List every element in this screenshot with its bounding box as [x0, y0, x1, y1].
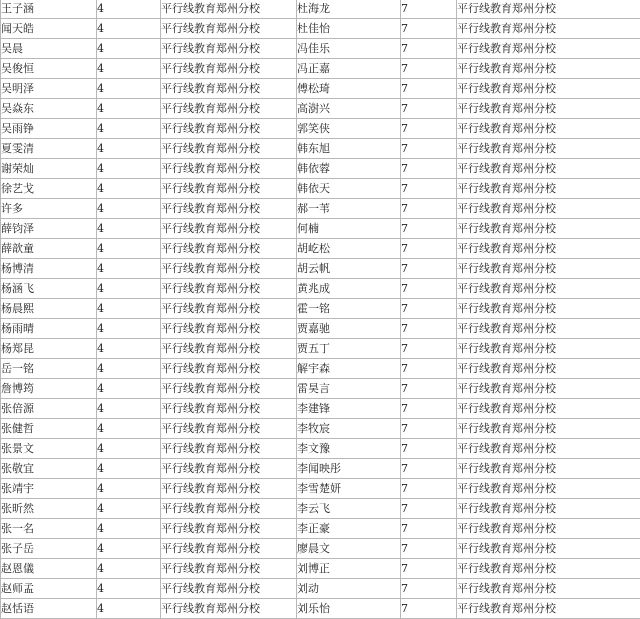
school-cell: 平行线教育郑州分校 — [457, 459, 640, 479]
table-row — [1, 559, 640, 579]
table-row — [1, 139, 640, 159]
student-name-cell: 冯正嘉 — [297, 59, 401, 79]
school-cell: 平行线教育郑州分校 — [457, 359, 640, 379]
school-cell: 平行线教育郑州分校 — [161, 179, 297, 199]
student-name-cell: 薛钧泽 — [1, 219, 97, 239]
table-row — [1, 499, 640, 519]
student-name-cell: 张子岳 — [1, 539, 97, 559]
school-cell: 平行线教育郑州分校 — [161, 279, 297, 299]
school-cell: 平行线教育郑州分校 — [161, 219, 297, 239]
grade-cell: 7 — [401, 319, 457, 339]
table-row — [1, 99, 640, 119]
student-name-cell: 雷昊言 — [297, 379, 401, 399]
table-row — [1, 599, 640, 619]
table-row — [1, 159, 640, 179]
grade-cell: 7 — [401, 459, 457, 479]
grade-cell: 7 — [401, 179, 457, 199]
grade-cell: 4 — [97, 519, 161, 539]
table-row — [1, 579, 640, 599]
school-cell: 平行线教育郑州分校 — [457, 479, 640, 499]
student-name-cell: 胡云帆 — [297, 259, 401, 279]
student-name-cell: 张景文 — [1, 439, 97, 459]
grade-cell: 7 — [401, 419, 457, 439]
student-name-cell: 王子涵 — [1, 0, 97, 19]
school-cell: 平行线教育郑州分校 — [457, 439, 640, 459]
student-name-cell: 杜佳怡 — [297, 19, 401, 39]
table-row — [1, 319, 640, 339]
grade-cell: 4 — [97, 99, 161, 119]
school-cell: 平行线教育郑州分校 — [161, 59, 297, 79]
student-name-cell: 李雪楚妍 — [297, 479, 401, 499]
grade-cell: 7 — [401, 299, 457, 319]
student-name-cell: 闻天皓 — [1, 19, 97, 39]
grade-cell: 7 — [401, 199, 457, 219]
grade-cell: 4 — [97, 39, 161, 59]
grade-cell: 7 — [401, 19, 457, 39]
grade-cell: 7 — [401, 379, 457, 399]
student-name-cell: 李文豫 — [297, 439, 401, 459]
school-cell: 平行线教育郑州分校 — [457, 539, 640, 559]
school-cell: 平行线教育郑州分校 — [457, 199, 640, 219]
student-name-cell: 杨雨晴 — [1, 319, 97, 339]
school-cell: 平行线教育郑州分校 — [161, 419, 297, 439]
student-name-cell: 傅松琦 — [297, 79, 401, 99]
student-name-cell: 赵恬语 — [1, 599, 97, 619]
grade-cell: 7 — [401, 539, 457, 559]
school-cell: 平行线教育郑州分校 — [457, 599, 640, 619]
school-cell: 平行线教育郑州分校 — [161, 459, 297, 479]
school-cell: 平行线教育郑州分校 — [457, 559, 640, 579]
school-cell: 平行线教育郑州分校 — [161, 19, 297, 39]
student-name-cell: 赵恩儀 — [1, 559, 97, 579]
student-name-cell: 何楠 — [297, 219, 401, 239]
grade-cell: 7 — [401, 259, 457, 279]
student-name-cell: 霍一铭 — [297, 299, 401, 319]
student-name-cell: 夏雯清 — [1, 139, 97, 159]
grade-cell: 7 — [401, 359, 457, 379]
school-cell: 平行线教育郑州分校 — [457, 19, 640, 39]
school-cell: 平行线教育郑州分校 — [161, 79, 297, 99]
student-name-cell: 吴晨 — [1, 39, 97, 59]
school-cell: 平行线教育郑州分校 — [161, 319, 297, 339]
table-row — [1, 459, 640, 479]
student-name-cell: 韩东旭 — [297, 139, 401, 159]
student-name-cell: 徐艺戈 — [1, 179, 97, 199]
school-cell: 平行线教育郑州分校 — [457, 139, 640, 159]
school-cell: 平行线教育郑州分校 — [457, 259, 640, 279]
grade-cell: 4 — [97, 0, 161, 19]
watermark — [631, 601, 636, 612]
grade-cell: 7 — [401, 479, 457, 499]
school-cell: 平行线教育郑州分校 — [457, 519, 640, 539]
school-cell: 平行线教育郑州分校 — [161, 199, 297, 219]
school-cell: 平行线教育郑州分校 — [161, 439, 297, 459]
school-cell: 平行线教育郑州分校 — [457, 379, 640, 399]
school-cell: 平行线教育郑州分校 — [457, 59, 640, 79]
table-row — [1, 299, 640, 319]
grade-cell: 7 — [401, 439, 457, 459]
grade-cell: 4 — [97, 419, 161, 439]
grade-cell: 7 — [401, 79, 457, 99]
grade-cell: 4 — [97, 159, 161, 179]
grade-cell: 7 — [401, 59, 457, 79]
table-row — [1, 419, 640, 439]
table-row — [1, 259, 640, 279]
student-name-cell: 郭笑侠 — [297, 119, 401, 139]
school-cell: 平行线教育郑州分校 — [161, 539, 297, 559]
student-name-cell: 贾嘉驰 — [297, 319, 401, 339]
grade-cell: 7 — [401, 219, 457, 239]
grade-cell: 7 — [401, 339, 457, 359]
school-cell: 平行线教育郑州分校 — [161, 239, 297, 259]
student-name-cell: 刘博正 — [297, 559, 401, 579]
table-row — [1, 279, 640, 299]
grade-cell: 4 — [97, 179, 161, 199]
school-cell: 平行线教育郑州分校 — [161, 0, 297, 19]
student-name-cell: 刘乐怡 — [297, 599, 401, 619]
student-name-cell: 高澍兴 — [297, 99, 401, 119]
grade-cell: 4 — [97, 279, 161, 299]
table-row — [1, 19, 640, 39]
school-cell: 平行线教育郑州分校 — [457, 159, 640, 179]
school-cell: 平行线教育郑州分校 — [457, 239, 640, 259]
grade-cell: 4 — [97, 499, 161, 519]
school-cell: 平行线教育郑州分校 — [457, 99, 640, 119]
grade-cell: 4 — [97, 259, 161, 279]
grade-cell: 4 — [97, 559, 161, 579]
school-cell: 平行线教育郑州分校 — [161, 379, 297, 399]
student-name-cell: 郝一苇 — [297, 199, 401, 219]
grade-cell: 7 — [401, 39, 457, 59]
student-name-cell: 吴焱东 — [1, 99, 97, 119]
grade-cell: 7 — [401, 119, 457, 139]
student-name-cell: 刘动 — [297, 579, 401, 599]
school-cell: 平行线教育郑州分校 — [457, 39, 640, 59]
table-row — [1, 519, 640, 539]
student-name-cell: 吴明泽 — [1, 79, 97, 99]
school-cell: 平行线教育郑州分校 — [161, 359, 297, 379]
grade-cell: 4 — [97, 539, 161, 559]
school-cell: 平行线教育郑州分校 — [457, 419, 640, 439]
student-name-cell: 李云飞 — [297, 499, 401, 519]
student-name-cell: 吴雨铮 — [1, 119, 97, 139]
table-row — [1, 239, 640, 259]
grade-cell: 7 — [401, 599, 457, 619]
grade-cell: 7 — [401, 559, 457, 579]
grade-cell: 7 — [401, 99, 457, 119]
table-row — [1, 359, 640, 379]
school-cell: 平行线教育郑州分校 — [457, 339, 640, 359]
grade-cell: 7 — [401, 0, 457, 19]
table-row — [1, 339, 640, 359]
school-cell: 平行线教育郑州分校 — [457, 0, 640, 19]
school-cell: 平行线教育郑州分校 — [161, 139, 297, 159]
school-cell: 平行线教育郑州分校 — [161, 499, 297, 519]
school-cell: 平行线教育郑州分校 — [161, 99, 297, 119]
school-cell: 平行线教育郑州分校 — [457, 299, 640, 319]
student-name-cell: 吴俊恒 — [1, 59, 97, 79]
school-cell: 平行线教育郑州分校 — [161, 399, 297, 419]
table-row — [1, 39, 640, 59]
student-name-cell: 张健哲 — [1, 419, 97, 439]
grade-cell: 4 — [97, 239, 161, 259]
student-name-cell: 贾五丁 — [297, 339, 401, 359]
student-name-cell: 张倍源 — [1, 399, 97, 419]
grade-cell: 4 — [97, 599, 161, 619]
student-name-cell: 张敬宜 — [1, 459, 97, 479]
school-cell: 平行线教育郑州分校 — [457, 179, 640, 199]
grade-cell: 4 — [97, 339, 161, 359]
school-cell: 平行线教育郑州分校 — [457, 319, 640, 339]
grade-cell: 7 — [401, 579, 457, 599]
table-row — [1, 439, 640, 459]
school-cell: 平行线教育郑州分校 — [161, 559, 297, 579]
student-name-cell: 李建锋 — [297, 399, 401, 419]
table-row — [1, 119, 640, 139]
grade-cell: 4 — [97, 219, 161, 239]
student-name-cell: 杨博清 — [1, 259, 97, 279]
table-row — [1, 79, 640, 99]
school-cell: 平行线教育郑州分校 — [457, 279, 640, 299]
grade-cell: 4 — [97, 299, 161, 319]
student-name-cell: 解宇森 — [297, 359, 401, 379]
student-name-cell: 张靖宇 — [1, 479, 97, 499]
student-name-cell: 胡屹松 — [297, 239, 401, 259]
table-row — [1, 379, 640, 399]
student-name-cell: 谢荣灿 — [1, 159, 97, 179]
school-cell: 平行线教育郑州分校 — [161, 479, 297, 499]
school-cell: 平行线教育郑州分校 — [457, 219, 640, 239]
grade-cell: 7 — [401, 159, 457, 179]
table-row — [1, 59, 640, 79]
school-cell: 平行线教育郑州分校 — [161, 299, 297, 319]
student-name-cell: 韩依蓉 — [297, 159, 401, 179]
school-cell: 平行线教育郑州分校 — [161, 339, 297, 359]
student-name-cell: 黄兆成 — [297, 279, 401, 299]
school-cell: 平行线教育郑州分校 — [457, 79, 640, 99]
student-name-cell: 岳一铭 — [1, 359, 97, 379]
school-cell: 平行线教育郑州分校 — [161, 519, 297, 539]
student-name-cell: 薛歆童 — [1, 239, 97, 259]
student-name-cell: 张昕然 — [1, 499, 97, 519]
table-row — [1, 179, 640, 199]
school-cell: 平行线教育郑州分校 — [161, 579, 297, 599]
grade-cell: 7 — [401, 139, 457, 159]
table-row — [1, 219, 640, 239]
grade-cell: 4 — [97, 119, 161, 139]
student-name-cell: 杨晨熙 — [1, 299, 97, 319]
grade-cell: 4 — [97, 59, 161, 79]
student-name-cell: 许多 — [1, 199, 97, 219]
school-cell: 平行线教育郑州分校 — [161, 259, 297, 279]
student-name-cell: 廖晨文 — [297, 539, 401, 559]
grade-cell: 7 — [401, 239, 457, 259]
grade-cell: 4 — [97, 199, 161, 219]
table-row — [1, 479, 640, 499]
student-name-cell: 李正豪 — [297, 519, 401, 539]
grade-cell: 7 — [401, 279, 457, 299]
grade-cell: 7 — [401, 519, 457, 539]
table-row — [1, 0, 640, 19]
student-name-cell: 李闻映彤 — [297, 459, 401, 479]
school-cell: 平行线教育郑州分校 — [161, 599, 297, 619]
student-name-cell: 李牧宸 — [297, 419, 401, 439]
student-name-cell: 杨涵飞 — [1, 279, 97, 299]
school-cell: 平行线教育郑州分校 — [161, 119, 297, 139]
grade-cell: 4 — [97, 139, 161, 159]
grade-cell: 4 — [97, 79, 161, 99]
grade-cell: 7 — [401, 399, 457, 419]
grade-cell: 4 — [97, 359, 161, 379]
school-cell: 平行线教育郑州分校 — [457, 579, 640, 599]
school-cell: 平行线教育郑州分校 — [161, 159, 297, 179]
student-name-cell: 韩依天 — [297, 179, 401, 199]
grade-cell: 7 — [401, 499, 457, 519]
student-name-cell: 冯佳乐 — [297, 39, 401, 59]
grade-cell: 4 — [97, 459, 161, 479]
school-cell: 平行线教育郑州分校 — [161, 39, 297, 59]
student-name-cell: 张一名 — [1, 519, 97, 539]
roster-body — [1, 0, 640, 619]
grade-cell: 4 — [97, 19, 161, 39]
grade-cell: 4 — [97, 379, 161, 399]
school-cell: 平行线教育郑州分校 — [457, 499, 640, 519]
grade-cell: 4 — [97, 439, 161, 459]
student-name-cell: 杨郑昆 — [1, 339, 97, 359]
table-row — [1, 399, 640, 419]
table-row — [1, 199, 640, 219]
table-row — [1, 539, 640, 559]
grade-cell: 4 — [97, 579, 161, 599]
student-name-cell: 赵师孟 — [1, 579, 97, 599]
student-name-cell: 杜海龙 — [297, 0, 401, 19]
grade-cell: 4 — [97, 399, 161, 419]
student-name-cell: 詹博筠 — [1, 379, 97, 399]
grade-cell: 4 — [97, 319, 161, 339]
grade-cell: 4 — [97, 479, 161, 499]
school-cell: 平行线教育郑州分校 — [457, 399, 640, 419]
school-cell: 平行线教育郑州分校 — [457, 119, 640, 139]
